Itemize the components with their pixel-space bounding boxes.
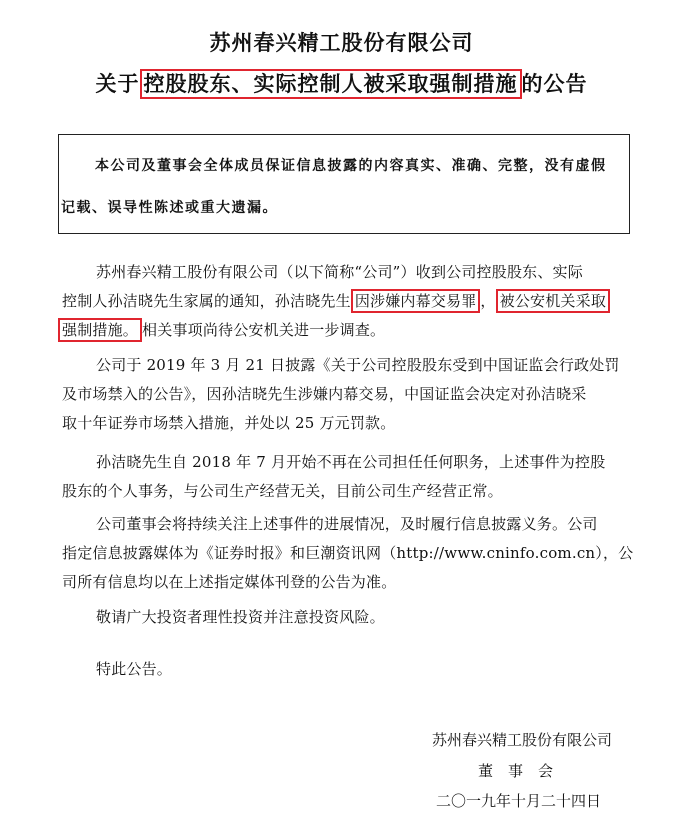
risk-warning: 敬请广大投资者理性投资并注意投资风险。 [96, 608, 385, 626]
title-suffix: 的公告 [521, 72, 588, 96]
closing-remark: 特此公告。 [96, 660, 173, 678]
p2-line-2: 及市场禁入的公告》，因孙洁晓先生涉嫌内幕交易，中国证监会决定对孙洁晓采 [62, 385, 587, 403]
signature-board: 董 事 会 [478, 762, 554, 780]
company-title: 苏州春兴精工股份有限公司 [209, 31, 474, 55]
p1-line-1: 苏州春兴精工股份有限公司（以下简称“公司”）收到公司控股股东、实际 [96, 263, 583, 281]
p4-line-3: 司所有信息均以在上述指定媒体刊登的公告为准。 [62, 573, 397, 591]
paragraph-4 [62, 510, 632, 597]
signature-company: 苏州春兴精工股份有限公司 [432, 731, 613, 749]
p4-line-1: 公司董事会将持续关注上述事件的进展情况，及时履行信息披露义务。公司 [96, 515, 598, 533]
statement-line-1: 本公司及董事会全体成员保证信息披露的内容真实、准确、完整，没有虚假 [95, 158, 607, 174]
p1-line-2-prefix: 控制人孙洁晓先生家属的通知，孙洁晓先生 [62, 292, 351, 310]
highlight-coercive-measures: 强制措施。 [58, 318, 142, 342]
paragraph-2 [62, 351, 632, 438]
p1-line-2 [62, 287, 632, 316]
highlight-police-measures: 被公安机关采取 [496, 289, 610, 313]
disclosure-statement-box [58, 134, 630, 234]
paragraph-1 [62, 258, 632, 345]
p2-line-3: 取十年证券市场禁入措施，并处以 25 万元罚款。 [62, 414, 396, 432]
p1-line-3 [58, 316, 632, 345]
p3-line-2: 股东的个人事务，与公司生产经营无关，目前公司生产经营正常。 [62, 482, 503, 500]
p3-line-1: 孙洁晓先生自 2018 年 7 月开始不再在公司担任任何职务，上述事件为控股 [96, 453, 606, 471]
title-highlight: 控股股东、实际控制人被采取强制措施 [140, 69, 522, 99]
paragraph-5 [62, 603, 632, 632]
announcement-title [0, 68, 683, 98]
statement-line-2: 记载、误导性陈述或重大遗漏。 [61, 200, 278, 216]
signature-date: 二〇一九年十月二十四日 [436, 792, 602, 810]
p2-line-1: 公司于 2019 年 3 月 21 日披露《关于公司控股股东受到中国证监会行政处罚 [96, 356, 620, 374]
p1-line-3-rest: 相关事项尚待公安机关进一步调查。 [142, 321, 386, 339]
p1-line-2-sep: ， [480, 292, 496, 310]
highlight-suspected-insider-trading: 因涉嫌内幕交易罪 [351, 289, 481, 313]
title-prefix: 关于 [95, 72, 140, 96]
paragraph-6 [62, 655, 632, 684]
paragraph-3 [62, 448, 632, 506]
p4-line-2: 指定信息披露媒体为《证券时报》和巨潮资讯网（http://www.cninfo.com.cn），公 [62, 544, 634, 562]
